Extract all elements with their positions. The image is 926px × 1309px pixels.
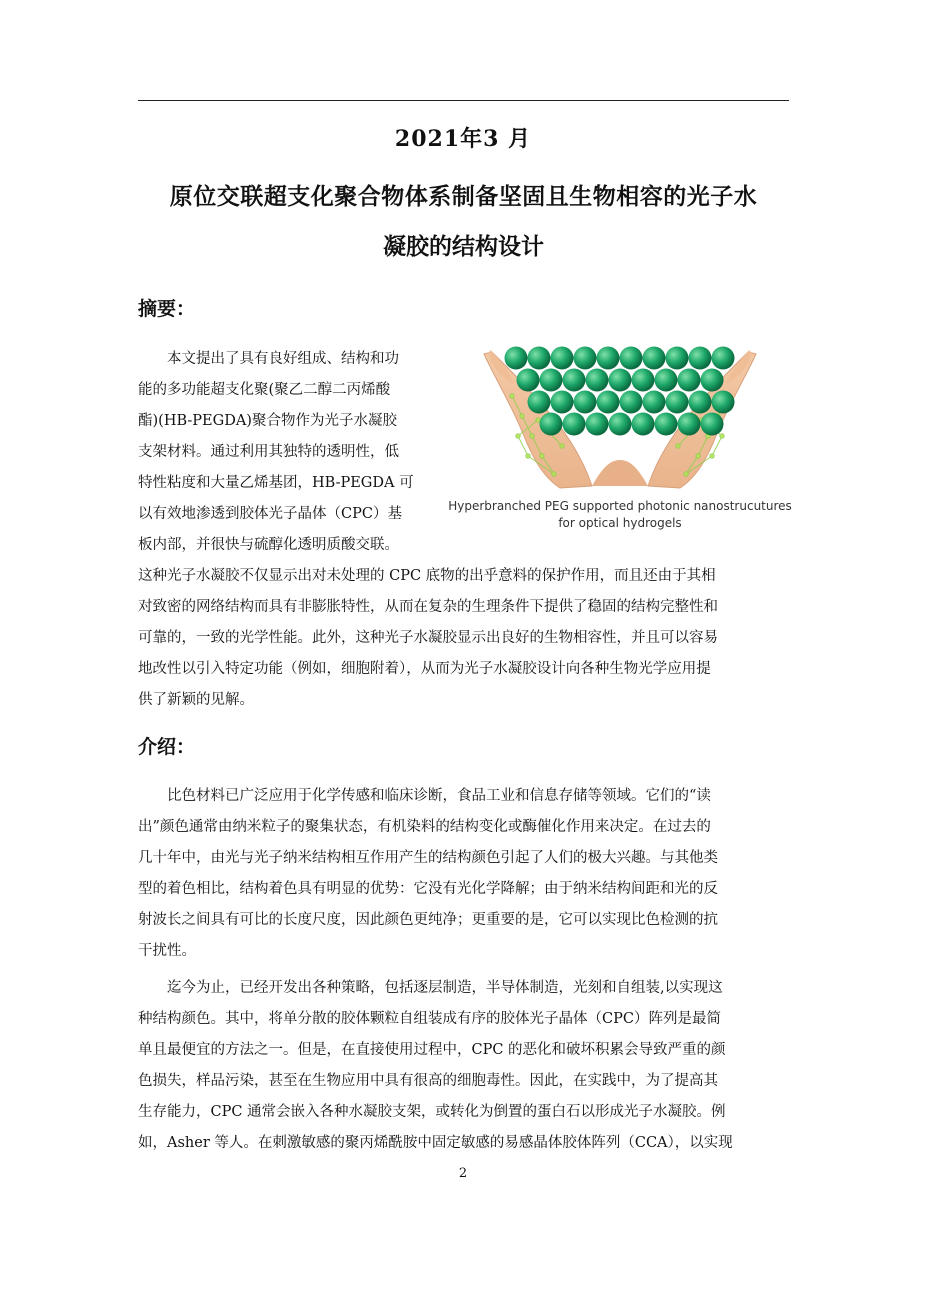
caption-line-2: for optical hydrogels	[558, 516, 682, 530]
hands-holding-spheres-illustration	[442, 336, 798, 496]
text-line: 本文提出了具有良好组成、结构和功	[167, 351, 399, 367]
photonic-sphere	[586, 369, 609, 392]
text-line: 酯)(HB-PEGDA)聚合物作为光子水凝胶	[138, 413, 397, 429]
photonic-sphere	[528, 347, 551, 370]
text-line: 能的多功能超支化聚(聚乙二醇二丙烯酸	[138, 382, 391, 398]
photonic-sphere	[597, 391, 620, 414]
text-line: 单且最便宜的方法之一。但是，在直接使用过程中，CPC 的恶化和破坏积累会导致严重的颜	[138, 1042, 726, 1058]
text-line: 射波长之间具有可比的长度尺度，因此颜色更纯净；更重要的是，它可以实现比色检测的抗	[138, 912, 718, 928]
text-line: 以有效地渗透到胶体光子晶体（CPC）基	[138, 506, 402, 522]
photonic-sphere	[632, 413, 655, 436]
photonic-sphere	[551, 391, 574, 414]
intro-paragraph-2	[138, 973, 789, 1159]
photonic-sphere	[563, 413, 586, 436]
photonic-sphere	[666, 347, 689, 370]
network-node	[710, 454, 714, 458]
network-node	[696, 454, 700, 458]
text-line: 支架材料。通过利用其独特的透明性，低	[138, 444, 399, 460]
text-line: 可靠的，一致的光学性能。此外，这种光子水凝胶显示出良好的生物相容性，并且可以容易	[138, 630, 718, 646]
photonic-sphere	[597, 347, 620, 370]
photonic-sphere	[620, 347, 643, 370]
text-line: 比色材料已广泛应用于化学传感和临床诊断，食品工业和信息存储等领域。它们的“读	[167, 788, 711, 804]
issue-date: 2021年3 月	[394, 126, 532, 152]
network-node	[540, 454, 544, 458]
text-line: 板内部，并很快与硫醇化透明质酸交联。	[138, 537, 399, 553]
network-node	[526, 454, 530, 458]
abstract-heading: 摘要：	[138, 298, 196, 320]
photonic-sphere	[505, 347, 528, 370]
network-node	[536, 418, 540, 422]
text-line: 迄今为止，已经开发出各种策略，包括逐层制造，半导体制造，光刻和自组装,以实现这	[167, 980, 723, 996]
text-line: 型的着色相比，结构着色具有明显的优势：它没有光化学降解；由于纳米结构间距和光的反	[138, 881, 718, 897]
paper-title-line-1: 原位交联超支化聚合物体系制备坚固且生物相容的光子水	[169, 183, 758, 210]
page-number: 2	[458, 1166, 468, 1181]
text-line: 如，Asher 等人。在刺激敏感的聚丙烯酰胺中固定敏感的易感晶体胶体阵列（CCA），以实现	[138, 1135, 733, 1151]
photonic-sphere	[609, 369, 632, 392]
figure-caption	[442, 498, 798, 532]
network-node	[516, 434, 520, 438]
photonic-sphere	[551, 347, 574, 370]
photonic-sphere	[643, 391, 666, 414]
network-node	[520, 414, 524, 418]
photonic-sphere	[712, 347, 735, 370]
photonic-sphere	[586, 413, 609, 436]
photonic-sphere	[620, 391, 643, 414]
text-line: 这种光子水凝胶不仅显示出对未处理的 CPC 底物的出乎意料的保护作用，而且还由于其相	[138, 568, 716, 584]
photonic-sphere	[528, 391, 551, 414]
palms-bridge	[592, 460, 648, 486]
network-node	[560, 444, 564, 448]
network-node	[510, 394, 514, 398]
network-node	[676, 444, 680, 448]
photonic-sphere	[655, 413, 678, 436]
photonic-sphere	[540, 413, 563, 436]
photonic-sphere	[701, 369, 724, 392]
photonic-sphere	[517, 369, 540, 392]
text-line: 色损失，样品污染，甚至在生物应用中具有很高的细胞毒性。因此，在实践中，为了提高其	[138, 1073, 718, 1089]
network-node	[684, 472, 688, 476]
text-line: 对致密的网络结构而具有非膨胀特性，从而在复杂的生理条件下提供了稳固的结构完整性和	[138, 599, 718, 615]
photonic-sphere	[574, 391, 597, 414]
text-line: 生存能力，CPC 通常会嵌入各种水凝胶支架，或转化为倒置的蛋白石以形成光子水凝胶。例	[138, 1104, 726, 1120]
photonic-sphere	[643, 347, 666, 370]
abstract-paragraph-narrow	[138, 344, 438, 561]
photonic-sphere	[632, 369, 655, 392]
network-node	[530, 434, 534, 438]
caption-line-1: Hyperbranched PEG supported photonic nanostrucutures	[448, 499, 792, 513]
introduction-heading: 介绍：	[138, 736, 196, 758]
abstract-figure	[442, 336, 798, 536]
photonic-sphere	[574, 347, 597, 370]
text-line: 干扰性。	[138, 943, 196, 959]
photonic-sphere	[655, 369, 678, 392]
photonic-sphere	[701, 413, 724, 436]
photonic-sphere	[666, 391, 689, 414]
paper-title-line-2: 凝胶的结构设计	[383, 233, 544, 260]
photonic-sphere	[689, 347, 712, 370]
photonic-sphere	[540, 369, 563, 392]
text-line: 供了新颖的见解。	[138, 692, 254, 708]
text-line: 地改性以引入特定功能（例如，细胞附着），从而为光子水凝胶设计向各种生物光学应用提	[138, 661, 711, 677]
photonic-sphere	[712, 391, 735, 414]
photonic-sphere	[689, 391, 712, 414]
photonic-sphere	[678, 413, 701, 436]
abstract-paragraph-full	[138, 561, 789, 716]
photonic-sphere	[563, 369, 586, 392]
network-node	[552, 472, 556, 476]
header-rule	[138, 100, 789, 101]
text-line: 出”颜色通常由纳米粒子的聚集状态，有机染料的结构变化或酶催化作用来决定。在过去的	[138, 819, 711, 835]
text-line: 几十年中，由光与光子纳米结构相互作用产生的结构颜色引起了人们的极大兴趣。与其他类	[138, 850, 718, 866]
intro-paragraph-1	[138, 781, 789, 967]
text-line: 种结构颜色。其中，将单分散的胶体颗粒自组装成有序的胶体光子晶体（CPC）阵列是最简	[138, 1011, 721, 1027]
photonic-sphere	[678, 369, 701, 392]
network-node	[720, 434, 724, 438]
photonic-sphere	[609, 413, 632, 436]
text-line: 特性粘度和大量乙烯基团，HB-PEGDA 可	[138, 475, 414, 491]
